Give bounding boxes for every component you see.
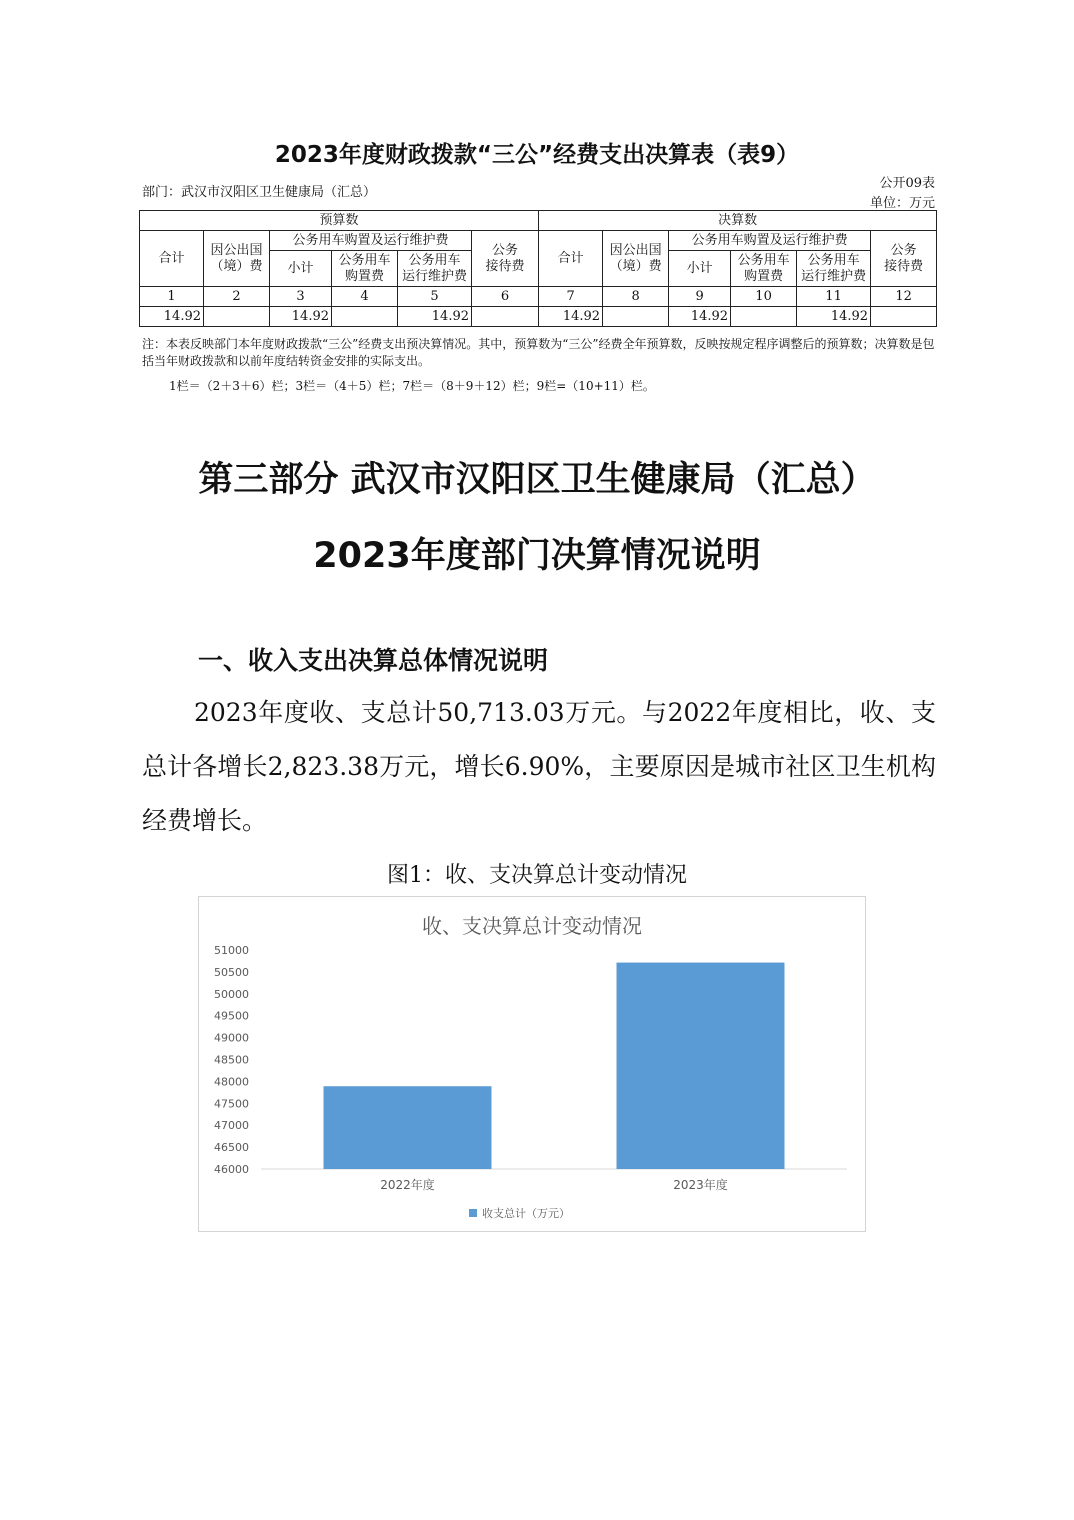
y-tick-label: 48500 (214, 1053, 249, 1067)
column-number: 9 (669, 287, 731, 307)
y-axis (214, 944, 249, 1176)
chart-canvas (199, 897, 865, 1231)
header-budget: 预算数 (140, 211, 539, 231)
column-number: 8 (603, 287, 669, 307)
y-tick-label: 49500 (214, 1009, 249, 1023)
header-vehicle-purchase: 公务用车 购置费 (731, 251, 797, 287)
value-cell: 14.92 (270, 307, 332, 327)
chart-legend (469, 1206, 570, 1220)
column-number: 11 (797, 287, 871, 307)
y-tick-label: 47000 (214, 1119, 249, 1133)
part-title: 第三部分 武汉市汉阳区卫生健康局（汇总） (198, 460, 876, 500)
header-vehicle-group: 公务用车购置及运行维护费 (270, 231, 472, 251)
bar (617, 963, 785, 1169)
column-number: 3 (270, 287, 332, 307)
header-subtotal: 小计 (669, 251, 731, 287)
section-paragraph: 2023年度收、支总计50,713.03万元。与2022年度相比，收、支总计各增长2,823.38万元，增长6.90%，主要原因是城市社区卫生机构经费增长。 (142, 698, 936, 835)
x-tick-label: 2023年度 (673, 1178, 728, 1192)
y-tick-label: 47500 (214, 1097, 249, 1111)
figure-caption: 图1：收、支决算总计变动情况 (387, 863, 687, 888)
y-tick-label: 48000 (214, 1075, 249, 1089)
header-total: 合计 (539, 231, 603, 287)
header-abroad: 因公出国 （境）费 (204, 231, 270, 287)
header-subtotal: 小计 (270, 251, 332, 287)
value-cell (603, 307, 669, 327)
legend-label: 收支总计（万元） (482, 1207, 570, 1220)
y-tick-label: 50500 (214, 965, 249, 979)
header-reception: 公务 接待费 (472, 231, 539, 287)
value-cell: 14.92 (398, 307, 472, 327)
x-axis (380, 1177, 728, 1192)
header-vehicle-operation: 公务用车 运行维护费 (398, 251, 472, 287)
part-subtitle: 2023年度部门决算情况说明 (313, 536, 761, 576)
section-heading: 一、收入支出决算总体情况说明 (198, 646, 549, 675)
y-tick-label: 46000 (214, 1163, 249, 1176)
header-vehicle-operation: 公务用车 运行维护费 (797, 251, 871, 287)
header-vehicle-purchase: 公务用车 购置费 (332, 251, 398, 287)
y-tick-label: 49000 (214, 1031, 249, 1045)
header-abroad: 因公出国 （境）费 (603, 231, 669, 287)
y-tick-label: 51000 (214, 944, 249, 957)
column-number: 4 (332, 287, 398, 307)
value-cell (332, 307, 398, 327)
header-final: 决算数 (539, 211, 937, 231)
table-note: 注：本表反映部门本年度财政拨款“三公”经费支出预决算情况。其中，预算数为“三公”经费全年预算数，反映按规定程序调整后的预算数；决算数是包括当年财政拨款和以前年度结转资金安排的实际支出。 (142, 337, 935, 368)
table-title: 2023年度财政拨款“三公”经费支出决算表（表9） (274, 142, 800, 168)
form-code: 公开09表 (879, 176, 935, 191)
y-tick-label: 46500 (214, 1141, 249, 1155)
value-cell: 14.92 (539, 307, 603, 327)
three-public-expenses-table (139, 210, 937, 327)
column-number: 5 (398, 287, 472, 307)
value-cell (472, 307, 539, 327)
column-number: 12 (871, 287, 937, 307)
bar-chart (198, 896, 866, 1232)
value-cell (204, 307, 270, 327)
x-tick-label: 2022年度 (380, 1178, 435, 1192)
value-cell: 14.92 (797, 307, 871, 327)
unit-label: 单位：万元 (869, 196, 935, 211)
header-total: 合计 (140, 231, 204, 287)
value-cell (871, 307, 937, 327)
column-number: 6 (472, 287, 539, 307)
column-number: 7 (539, 287, 603, 307)
column-number: 10 (731, 287, 797, 307)
chart-title: 收、支决算总计变动情况 (422, 914, 642, 938)
column-number: 1 (140, 287, 204, 307)
bar (324, 1086, 492, 1169)
header-vehicle-group: 公务用车购置及运行维护费 (669, 231, 871, 251)
legend-swatch (469, 1209, 477, 1217)
header-reception: 公务 接待费 (871, 231, 937, 287)
table-formula: 1栏＝（2＋3＋6）栏；3栏＝（4＋5）栏；7栏＝（8＋9＋12）栏；9栏=（10+11）栏。 (169, 379, 655, 393)
value-cell (731, 307, 797, 327)
y-tick-label: 50000 (214, 987, 249, 1001)
bar-series (324, 963, 785, 1169)
value-cell: 14.92 (140, 307, 204, 327)
column-number: 2 (204, 287, 270, 307)
department-label: 部门：武汉市汉阳区卫生健康局（汇总） (142, 185, 377, 200)
value-cell: 14.92 (669, 307, 731, 327)
